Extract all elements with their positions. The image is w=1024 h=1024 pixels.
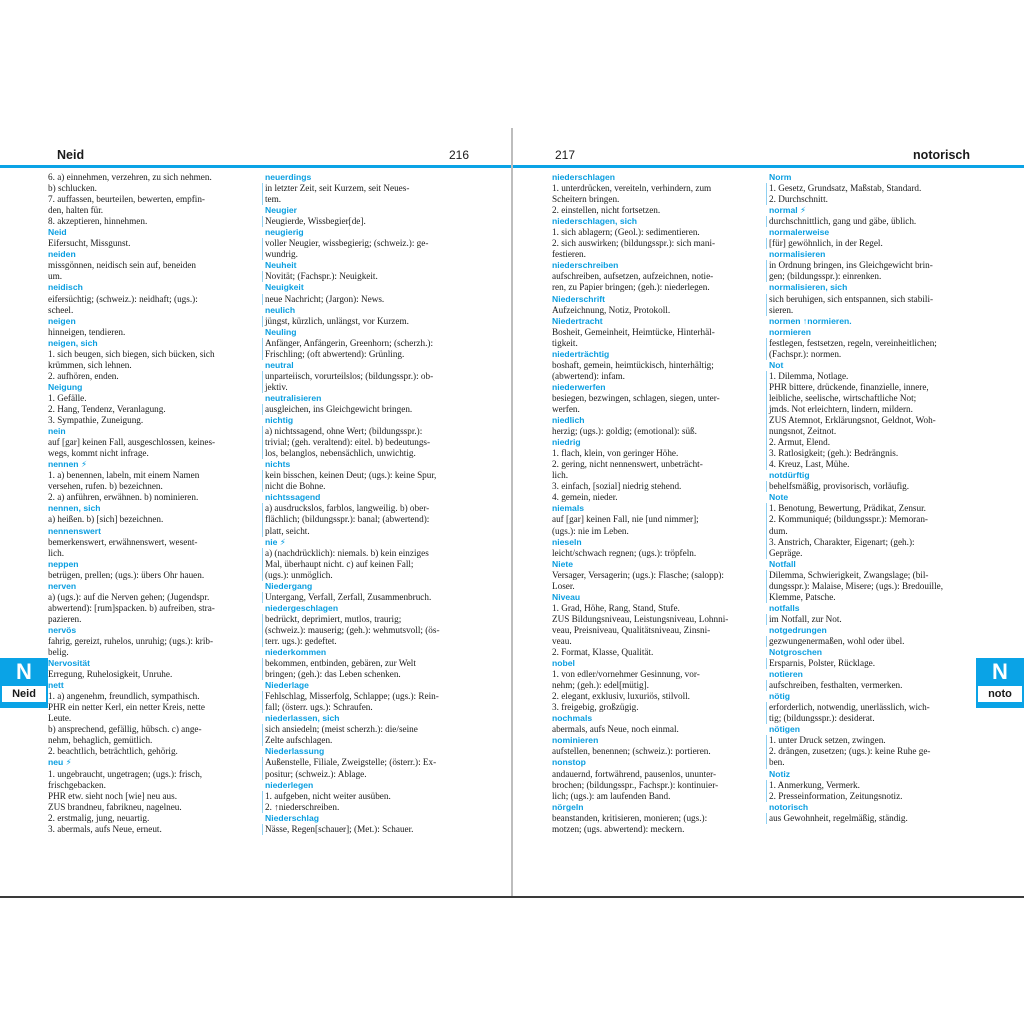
entry-text: leibliche, seelische, wirtschaftliche Not; — [766, 393, 979, 404]
entry-headword: Niveau — [552, 591, 581, 602]
entry-text: ausgleichen, ins Gleichgewicht bringen. — [262, 404, 475, 415]
left-thumb-index — [0, 658, 48, 708]
entry-text: a) (ugs.): auf die Nerven gehen; (Jugendspr. — [48, 591, 210, 602]
entry-text: 4. Kreuz, Last, Mühe. — [766, 459, 979, 470]
entry-text: aufschreiben, aufsetzen, aufzeichnen, notie- — [552, 271, 714, 282]
right-thumb-index — [976, 658, 1024, 708]
entry-text: sich ansiedeln; (meist scherzh.): die/seine — [262, 724, 475, 735]
dictionary-spread — [0, 128, 1024, 898]
entry-text: 4. gemein, nieder. — [552, 492, 618, 503]
entry-text: 2. Hang, Tendenz, Veranlagung. — [48, 403, 166, 414]
entry-text: dum. — [766, 526, 979, 537]
entry-text: in letzter Zeit, seit Kurzem, seit Neues- — [262, 183, 475, 194]
entry-text: Untergang, Verfall, Zerfall, Zusammenbruch. — [262, 592, 475, 603]
entry-text: (abwertend): infam. — [552, 370, 625, 381]
entry-text: andauernd, fortwährend, pausenlos, ununter- — [552, 768, 717, 779]
entry-headword: niederschreiben — [552, 260, 619, 271]
entry-headword: normal ⚡ — [769, 205, 807, 216]
entry-text: 3. einfach, [sozial] niedrig stehend. — [552, 481, 682, 492]
entry-text: ZUS Atemnot, Erklärungsnot, Geldnot, Woh- — [766, 415, 979, 426]
entry-text: (ugs.): nie im Leben. — [552, 525, 629, 536]
entry-text: durchschnittlich, gang und gäbe, üblich. — [766, 216, 979, 227]
entry-text: flächlich; (bildungsspr.): banal; (abwertend): — [262, 514, 475, 525]
entry-text: 1. a) angenehm, freundlich, sympathisch. — [48, 691, 200, 702]
entry-headword: normalisieren — [769, 249, 826, 260]
entry-headword: notdürftig — [769, 470, 810, 481]
entry-text: 3. freigebig, großzügig. — [552, 702, 639, 713]
entry-headword: nichts — [265, 459, 291, 470]
entry-headword: niedlich — [552, 415, 585, 426]
entry-text: leicht/schwach regnen; (ugs.): tröpfeln. — [552, 547, 697, 558]
entry-headword: neugierig — [265, 227, 304, 238]
entry-headword: niederschlagen, sich — [552, 216, 638, 227]
entry-text: terr. ugs.): gedeftet. — [262, 636, 475, 647]
entry-headword: nominieren — [552, 735, 599, 746]
entry-text: Klemme, Patsche. — [766, 592, 979, 603]
entry-text: Nässe, Regen[schauer]; (Met.): Schauer. — [262, 824, 475, 835]
entry-headword: niederwerfen — [552, 381, 606, 392]
entry-text: 2. Presseinformation, Zeitungsnotiz. — [766, 791, 979, 802]
entry-text: Erregung, Ruhelosigkeit, Unruhe. — [48, 669, 173, 680]
entry-headword: niemals — [552, 503, 585, 514]
entry-headword: nennen, sich — [48, 503, 101, 514]
entry-headword: Neuling — [265, 326, 297, 337]
entry-text: trivial; (geh. veraltend): eitel. b) bedeutungs- — [262, 437, 475, 448]
entry-text: Fehlschlag, Misserfolg, Schlappe; (ugs.): Rein- — [262, 691, 475, 702]
entry-text: 1. von edler/vornehmer Gesinnung, vor- — [552, 669, 700, 680]
entry-text: 1. ungebraucht, ungetragen; (ugs.): frisch, — [48, 768, 203, 779]
entry-text: gen; (bildungsspr.): einrenken. — [766, 271, 979, 282]
entry-headword: neuerdings — [265, 172, 312, 182]
entry-headword: niedergeschlagen — [265, 602, 339, 613]
entry-text: dungsspr.): Malaise, Misere; (ugs.): Bredouille, — [766, 581, 979, 592]
entry-headword: Niederschrift — [552, 293, 606, 304]
left-page-number: 216 — [449, 148, 470, 162]
entry-text: hinneigen, tendieren. — [48, 326, 126, 337]
right-running-headword: notorisch — [913, 148, 970, 162]
entry-text: Ersparnis, Polster, Rücklage. — [766, 658, 979, 669]
entry-text: (Fachspr.): normen. — [766, 349, 979, 360]
entry-headword: nobel — [552, 658, 575, 669]
entry-text: 1. Gefälle. — [48, 392, 87, 403]
entry-text: veau. — [552, 635, 572, 646]
thumb-letter: N — [16, 659, 32, 684]
entry-headword: Neuheit — [265, 260, 297, 271]
thumb-word: Neid — [2, 686, 46, 702]
entry-text: positur; (schweiz.): Ablage. — [262, 769, 475, 780]
entry-headword: niederschlagen — [552, 172, 616, 182]
entry-headword: Note — [769, 492, 789, 503]
entry-text: besiegen, bezwingen, schlagen, siegen, unter- — [552, 392, 720, 403]
entry-headword: neidisch — [48, 282, 83, 293]
right-page-number: 217 — [555, 148, 576, 162]
entry-text: Zelte aufschlagen. — [262, 735, 475, 746]
entry-text: um. — [48, 271, 63, 282]
entry-text: fall; (österr. ugs.): Schraufen. — [262, 702, 475, 713]
entry-text: aus Gewohnheit, regelmäßig, ständig. — [766, 813, 979, 824]
entry-text: bringen; (geh.): das Leben schenken. — [262, 669, 475, 680]
entry-headword: nichtssagend — [265, 492, 321, 503]
entry-headword: nieseln — [552, 536, 582, 547]
entry-headword: nett — [48, 680, 64, 691]
entry-text: lich. — [48, 547, 65, 558]
entry-text: 1. Anmerkung, Vermerk. — [766, 780, 979, 791]
entry-text: Anfänger, Anfängerin, Greenhorn; (scherzh.): — [262, 338, 475, 349]
entry-text: erforderlich, notwendig, unerlässlich, wich- — [766, 702, 979, 713]
entry-headword: neigen, sich — [48, 337, 98, 348]
entry-text: Aufzeichnung, Notiz, Protokoll. — [552, 304, 671, 315]
entry-text: wundrig. — [262, 249, 475, 260]
entry-text: 1. unterdrücken, vereiteln, verhindern, zum — [552, 183, 712, 194]
entry-text: belig. — [48, 647, 69, 658]
entry-text: motzen; (ugs. abwertend): meckern. — [552, 823, 685, 834]
entry-text: 2. erstmalig, jung, neuartig. — [48, 812, 150, 823]
thumb-letter: N — [992, 659, 1008, 684]
entry-headword: nichtig — [265, 415, 294, 426]
entry-text: ren, zu Papier bringen; (geh.): niederlegen. — [552, 282, 710, 293]
entry-text: [für] gewöhnlich, in der Regel. — [766, 238, 979, 249]
entry-headword: normalisieren, sich — [769, 282, 848, 293]
entry-text: eifersüchtig; (schweiz.): neidhaft; (ugs.): — [48, 293, 198, 304]
entry-text: Dilemma, Schwierigkeit, Zwangslage; (bil- — [766, 570, 979, 581]
entry-text: missgönnen, neidisch sein auf, beneiden — [48, 260, 196, 271]
entry-headword: nennenswert — [48, 525, 102, 536]
entry-text: nehm; (geh.): edel[mütig]. — [552, 680, 649, 691]
entry-text: jüngst, kürzlich, unlängst, vor Kurzem. — [262, 316, 475, 327]
entry-headword: nonstop — [552, 757, 586, 768]
entry-text: neue Nachricht; (Jargon): News. — [262, 294, 475, 305]
entry-headword: notfalls — [769, 602, 800, 613]
entry-headword: Niederlage — [265, 680, 309, 691]
entry-headword: Neid — [48, 227, 67, 238]
entry-text: 1. Grad, Höhe, Rang, Stand, Stufe. — [552, 602, 680, 613]
left-column-1 — [48, 172, 258, 835]
entry-text: PHR ein netter Kerl, ein netter Kreis, nette — [48, 702, 205, 713]
entry-text: auf [gar] keinen Fall, ausgeschlossen, keines- — [48, 437, 216, 448]
entry-text: abermals, aufs Neue, noch einmal. — [552, 724, 679, 735]
entry-text: a) nichtssagend, ohne Wert; (bildungsspr.): — [262, 426, 475, 437]
entry-headword: Niedergang — [265, 580, 313, 591]
entry-text: b) ansprechend, gefällig, hübsch. c) ange- — [48, 724, 202, 735]
entry-text: festieren. — [552, 249, 586, 260]
entry-text: 3. Ratlosigkeit; (geh.): Bedrängnis. — [766, 448, 979, 459]
entry-headword: Not — [769, 359, 784, 370]
entry-text: Frischling; (oft abwertend): Grünling. — [262, 349, 475, 360]
entry-text: 1. sich ablagern; (Geol.): sedimentieren. — [552, 227, 700, 238]
entry-headword: neutralisieren — [265, 392, 322, 403]
entry-text: PHR etw. sieht noch [wie] neu aus. — [48, 790, 178, 801]
entry-text: pazieren. — [48, 613, 82, 624]
entry-headword: nerven — [48, 580, 77, 591]
entry-text: Außenstelle, Filiale, Zweigstelle; (österr.): Ex- — [262, 757, 475, 768]
right-column-2 — [769, 172, 979, 824]
entry-headword: Niete — [552, 558, 574, 569]
thumb-word: noto — [978, 686, 1022, 702]
entry-text: 1. unter Druck setzen, zwingen. — [766, 735, 979, 746]
entry-text: Mal, überhaupt nicht. c) auf keinen Fall; — [262, 559, 475, 570]
entry-text: bemerkenswert, erwähnenswert, wesent- — [48, 536, 198, 547]
entry-text: Loser. — [552, 580, 575, 591]
entry-headword: Neigung — [48, 381, 83, 392]
entry-text: b) schlucken. — [48, 183, 97, 194]
entry-text: im Notfall, zur Not. — [766, 614, 979, 625]
entry-text: 7. auffassen, beurteilen, bewerten, empfin- — [48, 194, 205, 205]
entry-text: ZUS Bildungsniveau, Leistungsniveau, Lohnni- — [552, 613, 729, 624]
entry-headword: Neugier — [265, 205, 297, 216]
right-column-1 — [552, 172, 762, 835]
entry-headword: neu ⚡ — [48, 757, 72, 768]
entry-text: versehen, rufen. b) bezeichnen. — [48, 481, 163, 492]
left-running-headword: Neid — [57, 148, 85, 162]
entry-text: a) heißen. b) [sich] bezeichnen. — [48, 514, 164, 525]
entry-headword: neutral — [265, 359, 294, 370]
entry-text: 2. ↑niederschreiben. — [262, 802, 475, 813]
entry-text: frischgebacken. — [48, 779, 106, 790]
entry-text: 2. beachtlich, beträchtlich, gehörig. — [48, 746, 178, 757]
entry-text: 2. a) anführen, erwähnen. b) nominieren. — [48, 492, 199, 503]
entry-text: boshaft, gemein, heimtückisch, hinterhältig; — [552, 359, 714, 370]
entry-text: beanstanden, kritisieren, monieren; (ugs.): — [552, 812, 708, 823]
left-header-rule — [0, 165, 511, 168]
entry-text: 6. a) einnehmen, verzehren, zu sich nehmen. — [48, 172, 212, 182]
entry-text: platt, seicht. — [262, 526, 475, 537]
entry-text: sich beruhigen, sich entspannen, sich stabili- — [766, 294, 979, 305]
entry-headword: nennen ⚡ — [48, 459, 87, 470]
entry-text: (schweiz.): mauserig; (geh.): wehmutsvoll; (ös- — [262, 625, 475, 636]
entry-text: 3. abermals, aufs Neue, erneut. — [48, 823, 162, 834]
entry-text: 1. flach, klein, von geringer Höhe. — [552, 448, 679, 459]
entry-headword: Norm — [769, 172, 792, 182]
entry-text: 2. elegant, exklusiv, luxuriös, stilvoll. — [552, 691, 690, 702]
entry-text: 2. Durchschnitt. — [766, 194, 979, 205]
entry-text: 2. Armut, Elend. — [766, 437, 979, 448]
spread-bottom-edge — [0, 896, 1024, 898]
entry-headword: niederträchtig — [552, 348, 610, 359]
entry-headword: nie ⚡ — [265, 536, 286, 547]
entry-headword: notieren — [769, 669, 803, 680]
entry-headword: nochmals — [552, 713, 593, 724]
entry-text: Novität; (Fachspr.): Neuigkeit. — [262, 271, 475, 282]
entry-text: 2. sich auswirken; (bildungsspr.): sich mani- — [552, 238, 716, 249]
entry-headword: Niederschlag — [265, 812, 319, 823]
entry-text: veau, Preisniveau, Qualitätsniveau, Zinsni- — [552, 624, 711, 635]
entry-headword: Nervosität — [48, 658, 91, 669]
entry-text: werfen. — [552, 403, 580, 414]
entry-headword: nein — [48, 426, 66, 437]
entry-headword: niederlassen, sich — [265, 713, 340, 724]
entry-headword: normieren — [769, 326, 812, 337]
entry-text: PHR bittere, drückende, finanzielle, innere, — [766, 382, 979, 393]
entry-text: Scheitern bringen. — [552, 194, 620, 205]
entry-text: 2. gering, nicht nennenswert, unbeträcht- — [552, 459, 703, 470]
entry-headword: nörgeln — [552, 801, 584, 812]
left-column-2 — [265, 172, 475, 835]
entry-text: 2. Kommuniqué; (bildungsspr.): Memoran- — [766, 514, 979, 525]
entry-text: tem. — [262, 194, 475, 205]
entry-text: Versager, Versagerin; (ugs.): Flasche; (salopp): — [552, 569, 724, 580]
entry-text: 1. Gesetz, Grundsatz, Maßstab, Standard. — [766, 183, 979, 194]
entry-text: Neugierde, Wissbegier[de]. — [262, 216, 475, 227]
right-header-rule — [513, 165, 1024, 168]
entry-text: scheel. — [48, 304, 74, 315]
entry-text: behelfsmäßig, provisorisch, vorläufig. — [766, 481, 979, 492]
entry-text: 1. Dilemma, Notlage. — [766, 371, 979, 382]
entry-headword: neulich — [265, 304, 296, 315]
entry-text: 3. Anstrich, Charakter, Eigenart; (geh.): — [766, 537, 979, 548]
entry-text: 1. sich beugen, sich biegen, sich bücken, sich — [48, 348, 215, 359]
entry-headword: nervös — [48, 624, 77, 635]
entry-text: aufschreiben, festhalten, vermerken. — [766, 680, 979, 691]
entry-text: lich. — [552, 470, 569, 481]
entry-headword: neppen — [48, 558, 79, 569]
entry-text: unparteiisch, vorurteilslos; (bildungsspr.): ob- — [262, 371, 475, 382]
entry-headword: normen ↑normieren. — [769, 315, 852, 326]
entry-text: jektiv. — [262, 382, 475, 393]
entry-text: 2. Format, Klasse, Qualität. — [552, 647, 654, 658]
left-page — [0, 128, 511, 898]
entry-headword: niederlegen — [265, 779, 314, 790]
entry-headword: Notiz — [769, 768, 791, 779]
entry-text: sieren. — [766, 305, 979, 316]
entry-headword: notgedrungen — [769, 624, 827, 635]
entry-headword: Notfall — [769, 558, 796, 569]
entry-headword: neiden — [48, 249, 76, 260]
entry-text: gezwungenermaßen, wohl oder übel. — [766, 636, 979, 647]
entry-text: lich; (ugs.): am laufenden Band. — [552, 790, 671, 801]
entry-text: nungsnot, Zeitnot. — [766, 426, 979, 437]
entry-text: bekommen, entbinden, gebären, zur Welt — [262, 658, 475, 669]
entry-text: voller Neugier, wissbegierig; (schweiz.): ge- — [262, 238, 475, 249]
entry-headword: nötig — [769, 691, 790, 702]
entry-text: krümmen, sich lehnen. — [48, 359, 132, 370]
entry-text: 1. a) benennen, labeln, mit einem Namen — [48, 470, 200, 481]
entry-headword: niedrig — [552, 437, 581, 448]
entry-text: Leute. — [48, 713, 72, 724]
entry-text: ZUS brandneu, fabrikneu, nagelneu. — [48, 801, 182, 812]
entry-text: wegs, kommt nicht infrage. — [48, 448, 149, 459]
entry-text: den, halten für. — [48, 205, 104, 216]
entry-text: 1. aufgeben, nicht weiter ausüben. — [262, 791, 475, 802]
entry-headword: neigen — [48, 315, 76, 326]
entry-text: (ugs.): unmöglich. — [262, 570, 475, 581]
entry-headword: Niederlassung — [265, 746, 325, 757]
entry-text: fahrig, gereizt, ruhelos, unruhig; (ugs.): krib- — [48, 635, 214, 646]
entry-text: tig; (bildungsspr.): desiderat. — [766, 713, 979, 724]
entry-text: jmds. Not erleichtern, lindern, mildern. — [766, 404, 979, 415]
entry-text: tigkeit. — [552, 337, 578, 348]
entry-text: Eifersucht, Missgunst. — [48, 238, 131, 249]
entry-headword: notorisch — [769, 801, 809, 812]
entry-text: Gepräge. — [766, 548, 979, 559]
entry-headword: normalerweise — [769, 227, 830, 238]
right-page — [513, 128, 1024, 898]
entry-text: a) (nachdrücklich): niemals. b) kein einziges — [262, 548, 475, 559]
entry-headword: nötigen — [769, 724, 801, 735]
entry-headword: niederkommen — [265, 647, 327, 658]
entry-text: brochen; (bildungsspr., Fachspr.): kontinuier- — [552, 779, 719, 790]
entry-text: 1. Benotung, Bewertung, Prädikat, Zensur. — [766, 503, 979, 514]
entry-text: 3. Sympathie, Zuneigung. — [48, 415, 144, 426]
entry-text: aufstellen, benennen; (schweiz.): portieren. — [552, 746, 711, 757]
entry-headword: Notgroschen — [769, 647, 822, 658]
entry-text: 2. aufhören, enden. — [48, 370, 119, 381]
entry-text: abwertend): [rum]spacken. b) aufreiben, stra- — [48, 602, 215, 613]
entry-text: 2. einstellen, nicht fortsetzen. — [552, 205, 661, 216]
entry-text: a) ausdruckslos, farblos, langweilig. b) ober- — [262, 503, 475, 514]
entry-text: nicht die Bohne. — [262, 481, 475, 492]
entry-text: betrügen, prellen; (ugs.): übers Ohr hauen. — [48, 569, 205, 580]
entry-text: herzig; (ugs.): goldig; (emotional): süß. — [552, 426, 697, 437]
entry-text: kein bisschen, keinen Deut; (ugs.): keine Spur, — [262, 470, 475, 481]
entry-text: festlegen, festsetzen, regeln, vereinheitlichen; — [766, 338, 979, 349]
entry-text: auf [gar] keinen Fall, nie [und nimmer]; — [552, 514, 699, 525]
entry-headword: Neuigkeit — [265, 282, 304, 293]
entry-text: nehm, behaglich, gemütlich. — [48, 735, 153, 746]
entry-text: 8. akzeptieren, hinnehmen. — [48, 216, 148, 227]
entry-text: Bosheit, Gemeinheit, Heimtücke, Hinterhäl- — [552, 326, 715, 337]
entry-text: in Ordnung bringen, ins Gleichgewicht brin- — [766, 260, 979, 271]
entry-text: bedrückt, deprimiert, mutlos, traurig; — [262, 614, 475, 625]
entry-text: 2. drängen, zusetzen; (ugs.): keine Ruhe ge- — [766, 746, 979, 757]
entry-headword: Niedertracht — [552, 315, 603, 326]
entry-text: los, belanglos, nebensächlich, unwichtig. — [262, 448, 475, 459]
entry-text: ben. — [766, 757, 979, 768]
